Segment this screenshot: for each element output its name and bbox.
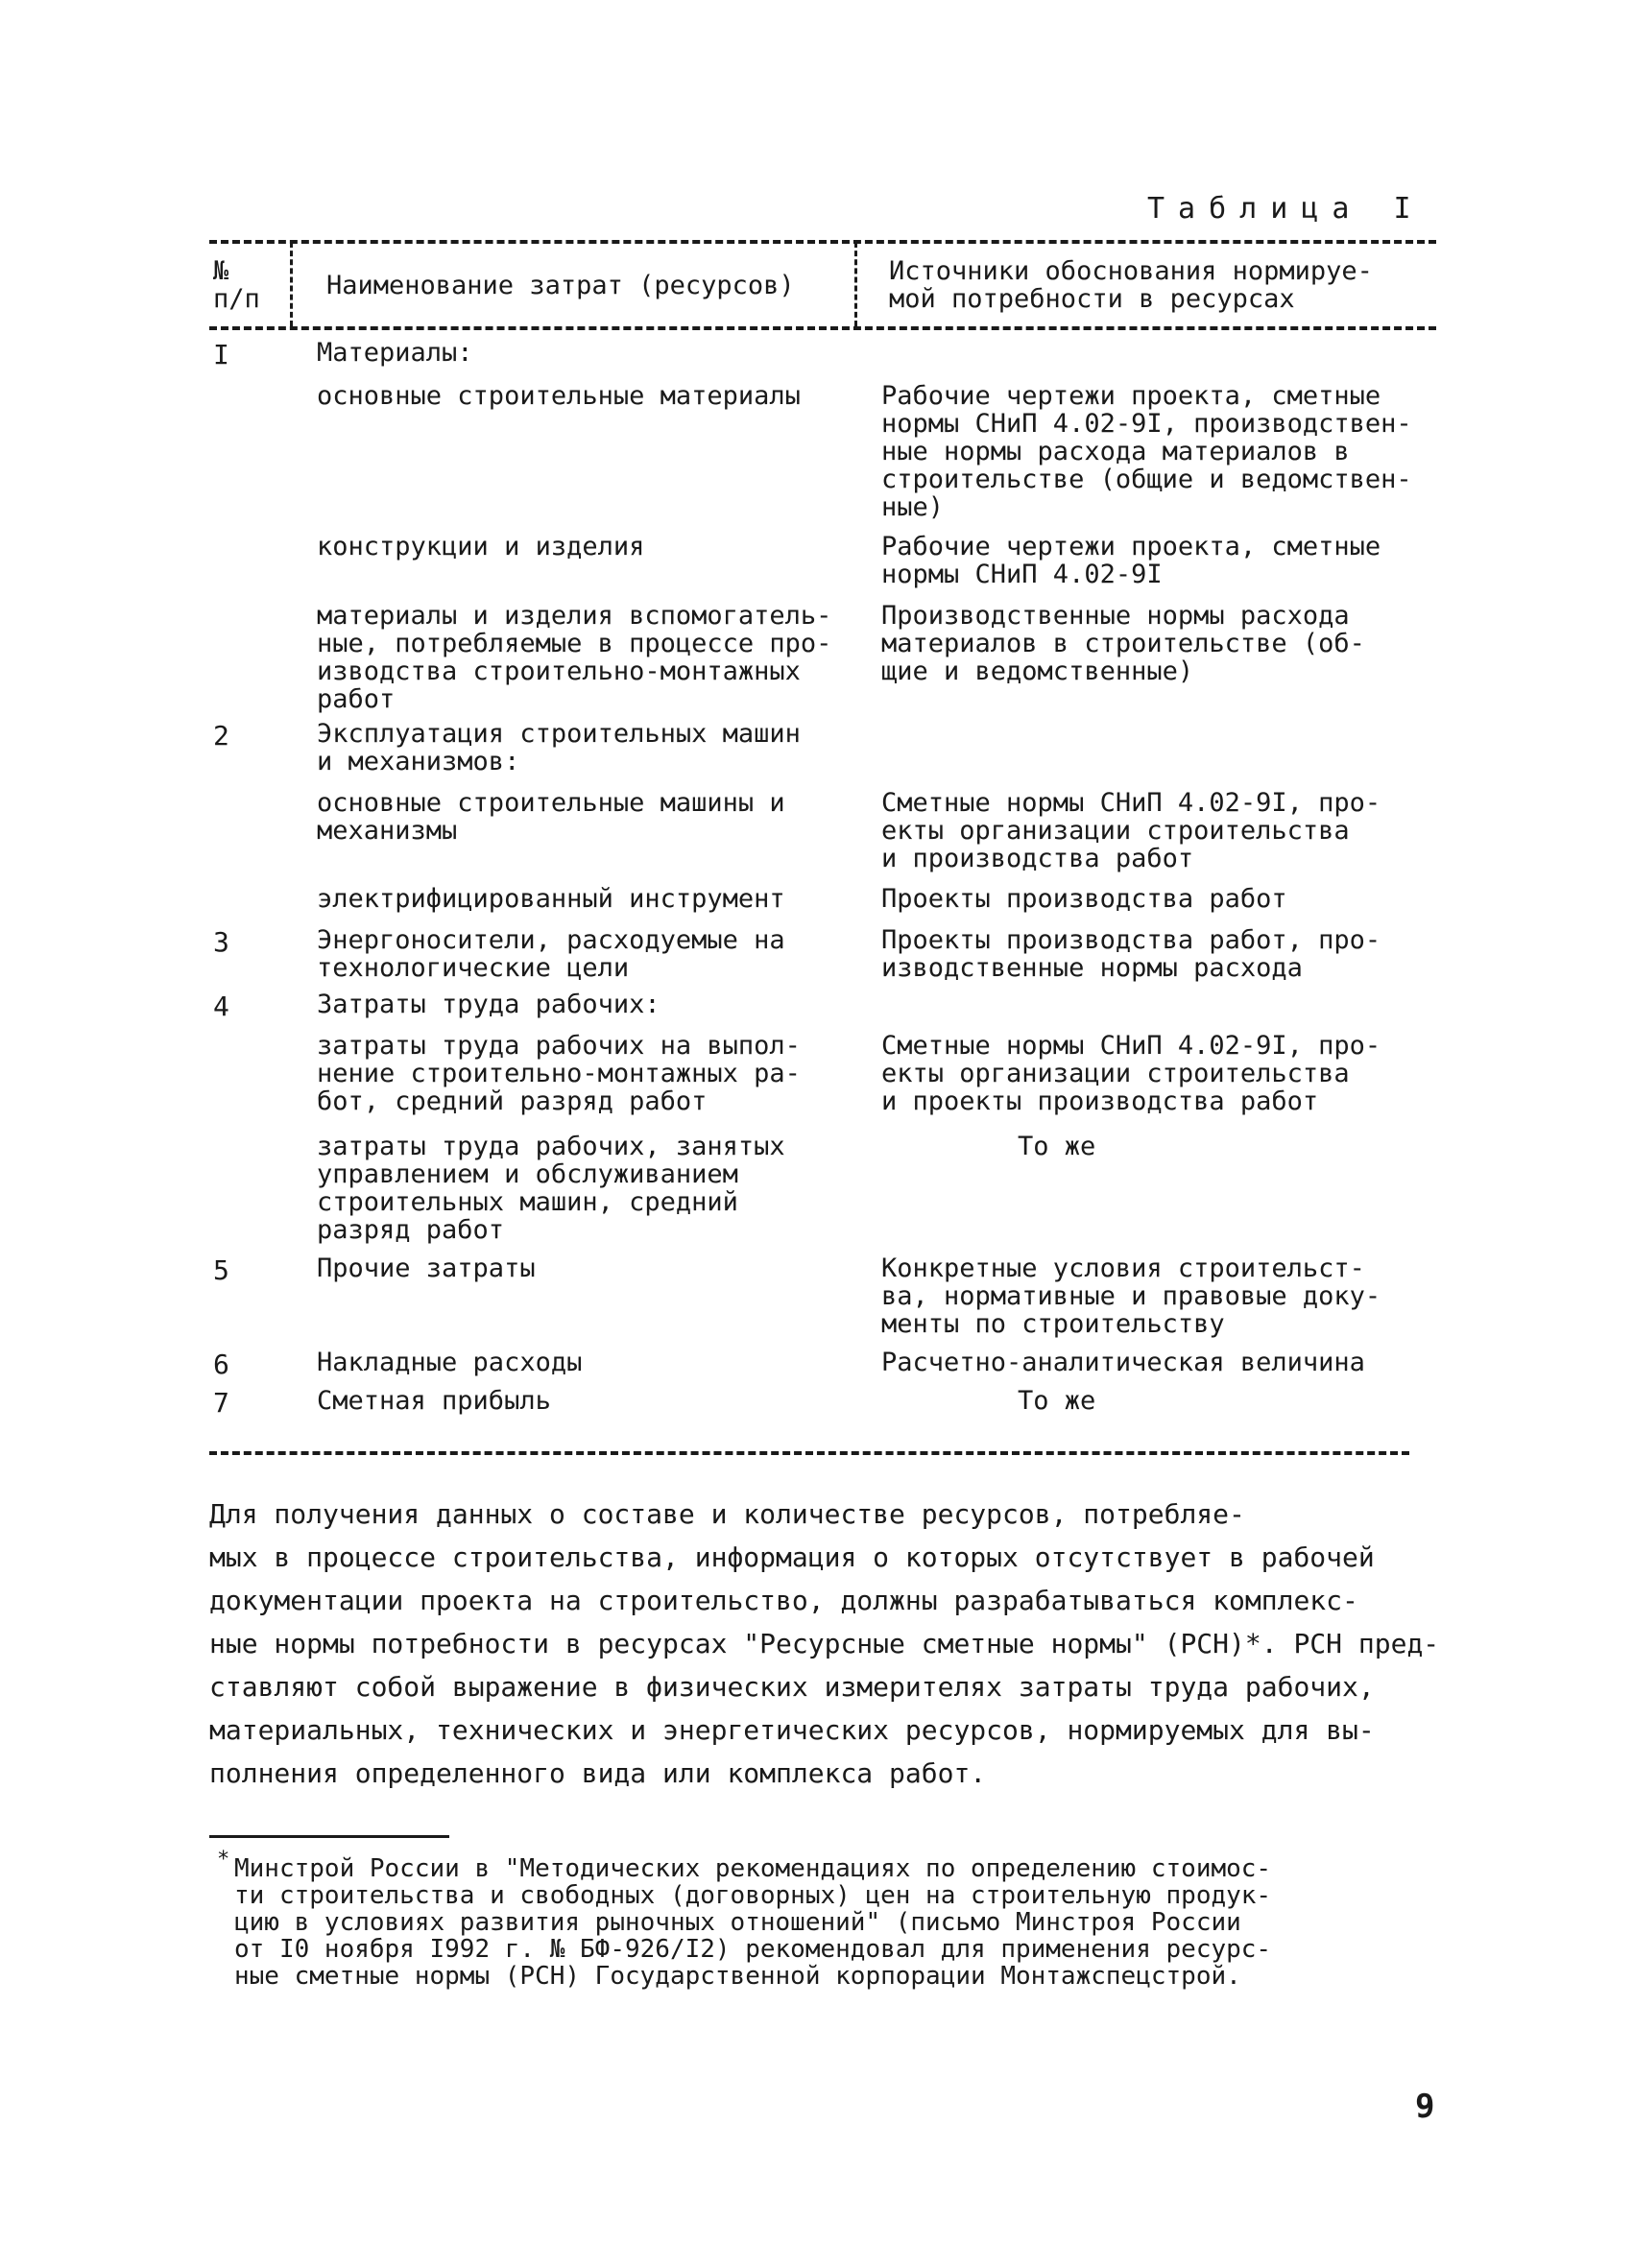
row-name: Накладные расходы — [317, 1348, 583, 1377]
row-name: материалы и изделия вспомогатель- ные, потребляемые в процессе про- изводства строительно-монтажных работ — [317, 601, 832, 714]
row-name: затраты труда рабочих на выпол- нение строительно-монтажных ра- бот, средний разряд работ — [317, 1031, 801, 1116]
row-num: 2 — [213, 720, 229, 752]
row-source: То же — [1018, 1132, 1096, 1161]
row-source: Расчетно-аналитическая величина — [881, 1348, 1365, 1377]
row-name: электрифицированный инструмент — [317, 884, 785, 914]
column-divider-2 — [854, 242, 857, 326]
row-name: основные строительные машины и механизмы — [317, 788, 785, 846]
row-source: То же — [1018, 1386, 1096, 1416]
row-source: Сметные нормы СНиП 4.02-9I, про- екты организации строительства и проекты производства работ — [881, 1031, 1381, 1116]
row-num: 4 — [213, 991, 229, 1022]
header-name: Наименование затрат (ресурсов) — [326, 271, 795, 300]
row-source: Сметные нормы СНиП 4.02-9I, про- екты организации строительства и производства работ — [881, 788, 1381, 873]
header-source: Источники обоснования нормируе- мой потребности в ресурсах — [889, 256, 1373, 314]
row-name: Прочие затраты — [317, 1253, 536, 1283]
row-source: Рабочие чертежи проекта, сметные нормы СНиП 4.02-9I — [881, 532, 1381, 589]
table-top-rule — [209, 240, 1436, 244]
footnote-text: Минстрой России в "Методических рекомендациях по определению стоимос- ти строительства и свободных (договорных) цен на строительную продук- цию в условиях развития рыночных отношений" (письмо Минстроя России от I0 ноября I992 г. № БФ-926/I2) рекомендовал для применения ресурс- ные сметные нормы (РСН) Государственной корпорации Монтажспецстрой. — [234, 1854, 1272, 1991]
row-source: Конкретные условия строительст- ва, нормативные и правовые доку- менты по строительству — [881, 1253, 1381, 1339]
table-bottom-rule — [209, 1451, 1409, 1455]
row-num: 3 — [213, 926, 229, 958]
row-source: Проекты производства работ — [881, 884, 1287, 914]
column-divider-1 — [290, 242, 293, 326]
row-num: I — [213, 339, 229, 370]
row-name: затраты труда рабочих, занятых управлением и обслуживанием строительных машин, средний разряд работ — [317, 1132, 785, 1245]
row-num: 7 — [213, 1387, 229, 1419]
table-caption: Таблица I — [1147, 192, 1425, 226]
footnote-rule — [209, 1835, 449, 1838]
page-number: 9 — [1415, 2088, 1435, 2126]
row-name: Затраты труда рабочих: — [317, 990, 660, 1019]
row-name: Энергоносители, расходуемые на технологические цели — [317, 925, 785, 983]
row-source: Производственные нормы расхода материалов в строительстве (об- щие и ведомственные) — [881, 601, 1365, 686]
row-name: конструкции и изделия — [317, 532, 645, 561]
header-num: № п/п — [213, 256, 260, 314]
row-name: основные строительные материалы — [317, 381, 801, 411]
footnote-mark: * — [217, 1848, 230, 1872]
row-num: 6 — [213, 1349, 229, 1380]
body-paragraph: Для получения данных о составе и количестве ресурсов, потребляе- мых в процессе строительства, информация о которых отсутствует в рабочей документации проекта на строительство, должны разрабатываться комплекс- ные нормы потребности в ресурсах "Ресурсные сметные нормы" (РСН)*. РСН пред- ставляют собой выражение в физических измерителях затраты труда рабочих, материальных, технических и энергетических ресурсов, нормируемых для вы- полнения определенного вида или комплекса работ. — [209, 1498, 1440, 1789]
row-source: Рабочие чертежи проекта, сметные нормы СНиП 4.02-9I, производствен- ные нормы расхода материалов в строительстве (общие и ведомствен- ные) — [881, 381, 1412, 522]
row-name: Материалы: — [317, 338, 473, 368]
row-source: Проекты производства работ, про- изводственные нормы расхода — [881, 925, 1381, 983]
table-header-rule — [209, 326, 1436, 330]
row-name: Эксплуатация строительных машин и механизмов: — [317, 719, 801, 776]
row-name: Сметная прибыль — [317, 1386, 551, 1416]
row-num: 5 — [213, 1254, 229, 1286]
